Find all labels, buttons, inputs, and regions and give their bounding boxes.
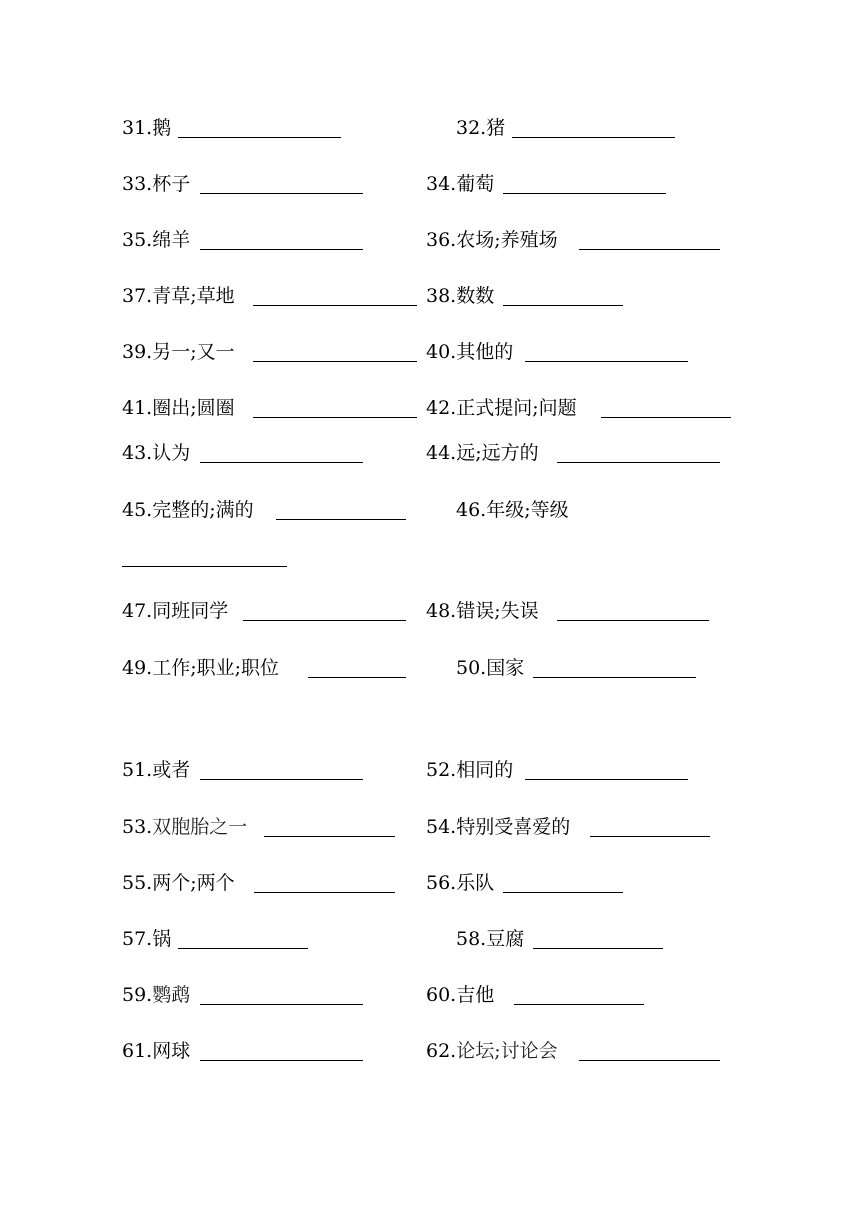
item-number: 33. xyxy=(122,173,153,195)
item-term: 锅 xyxy=(152,928,172,950)
item-number: 37. xyxy=(122,285,153,307)
item-37 xyxy=(122,284,235,308)
item-number: 38. xyxy=(426,285,457,307)
item-term: 相同的 xyxy=(456,759,514,781)
item-number: 56. xyxy=(426,872,457,894)
item-number: 60. xyxy=(426,984,457,1006)
item-34 xyxy=(426,172,494,196)
item-45 xyxy=(122,498,254,522)
item-number: 62. xyxy=(426,1040,457,1062)
item-term: 年级;等级 xyxy=(486,499,569,521)
item-term: 论坛;讨论会 xyxy=(456,1040,558,1062)
item-term: 国家 xyxy=(486,657,525,679)
item-38 xyxy=(426,284,494,308)
item-43 xyxy=(122,441,190,465)
answer-blank-35[interactable] xyxy=(200,249,363,250)
item-number: 44. xyxy=(426,442,457,464)
item-number: 41. xyxy=(122,397,153,419)
item-number: 50. xyxy=(456,657,487,679)
item-56 xyxy=(426,871,494,895)
answer-blank-38[interactable] xyxy=(503,305,623,306)
item-51 xyxy=(122,758,190,782)
answer-blank-31[interactable] xyxy=(178,137,341,138)
answer-blank-49[interactable] xyxy=(308,677,406,678)
item-number: 40. xyxy=(426,341,457,363)
item-47 xyxy=(122,599,228,623)
item-number: 58. xyxy=(456,928,487,950)
item-32 xyxy=(456,116,505,140)
item-number: 61. xyxy=(122,1040,153,1062)
answer-blank-41[interactable] xyxy=(253,417,417,418)
item-57 xyxy=(122,927,171,951)
item-55 xyxy=(122,871,235,895)
item-number: 48. xyxy=(426,600,457,622)
item-term: 豆腐 xyxy=(486,928,525,950)
item-term: 正式提问;问题 xyxy=(456,397,577,419)
item-term: 两个;两个 xyxy=(152,872,235,894)
answer-blank-40[interactable] xyxy=(525,361,688,362)
answer-blank-46[interactable] xyxy=(122,566,287,567)
item-31 xyxy=(122,116,171,140)
answer-blank-60[interactable] xyxy=(514,1004,644,1005)
answer-blank-57[interactable] xyxy=(178,948,308,949)
item-58 xyxy=(456,927,524,951)
item-number: 46. xyxy=(456,499,487,521)
answer-blank-56[interactable] xyxy=(503,892,623,893)
item-62 xyxy=(426,1039,558,1063)
answer-blank-37[interactable] xyxy=(253,305,417,306)
item-33 xyxy=(122,172,190,196)
answer-blank-44[interactable] xyxy=(557,462,720,463)
item-term: 葡萄 xyxy=(456,173,495,195)
item-49 xyxy=(122,656,279,680)
answer-blank-43[interactable] xyxy=(200,462,363,463)
answer-blank-51[interactable] xyxy=(200,779,363,780)
item-term: 其他的 xyxy=(456,341,514,363)
item-term: 完整的;满的 xyxy=(152,499,254,521)
answer-blank-52[interactable] xyxy=(525,779,688,780)
item-number: 59. xyxy=(122,984,153,1006)
item-term: 双胞胎之一 xyxy=(152,816,248,838)
item-term: 认为 xyxy=(152,442,191,464)
answer-blank-59[interactable] xyxy=(200,1004,363,1005)
item-term: 网球 xyxy=(152,1040,191,1062)
answer-blank-47[interactable] xyxy=(243,620,406,621)
item-term: 鹦鹉 xyxy=(152,984,191,1006)
item-number: 36. xyxy=(426,229,457,251)
item-term: 同班同学 xyxy=(152,600,229,622)
item-number: 49. xyxy=(122,657,153,679)
item-39 xyxy=(122,340,235,364)
item-number: 39. xyxy=(122,341,153,363)
item-35 xyxy=(122,228,190,252)
answer-blank-45[interactable] xyxy=(276,519,406,520)
answer-blank-36[interactable] xyxy=(579,249,720,250)
item-number: 45. xyxy=(122,499,153,521)
item-50 xyxy=(456,656,524,680)
item-term: 工作;职业;职位 xyxy=(152,657,280,679)
item-term: 青草;草地 xyxy=(152,285,235,307)
answer-blank-61[interactable] xyxy=(200,1060,363,1061)
item-number: 52. xyxy=(426,759,457,781)
answer-blank-32[interactable] xyxy=(512,137,675,138)
item-term: 农场;养殖场 xyxy=(456,229,558,251)
item-number: 57. xyxy=(122,928,153,950)
item-term: 另一;又一 xyxy=(152,341,235,363)
item-number: 42. xyxy=(426,397,457,419)
item-term: 吉他 xyxy=(456,984,495,1006)
item-number: 31. xyxy=(122,117,153,139)
item-term: 远;远方的 xyxy=(456,442,539,464)
item-46 xyxy=(456,498,569,522)
answer-blank-50[interactable] xyxy=(533,677,696,678)
item-number: 51. xyxy=(122,759,153,781)
answer-blank-33[interactable] xyxy=(200,193,363,194)
item-44 xyxy=(426,441,539,465)
item-term: 猪 xyxy=(486,117,506,139)
answer-blank-48[interactable] xyxy=(557,620,709,621)
item-number: 34. xyxy=(426,173,457,195)
item-term: 圈出;圆圈 xyxy=(152,397,235,419)
item-61 xyxy=(122,1039,190,1063)
item-54 xyxy=(426,815,570,839)
item-term: 乐队 xyxy=(456,872,495,894)
item-term: 鹅 xyxy=(152,117,172,139)
item-number: 55. xyxy=(122,872,153,894)
answer-blank-42[interactable] xyxy=(601,417,731,418)
item-term: 数数 xyxy=(456,285,495,307)
answer-blank-55[interactable] xyxy=(254,892,395,893)
item-60 xyxy=(426,983,494,1007)
item-term: 绵羊 xyxy=(152,229,191,251)
item-number: 54. xyxy=(426,816,457,838)
item-52 xyxy=(426,758,513,782)
item-term: 或者 xyxy=(152,759,191,781)
item-53 xyxy=(122,815,247,839)
item-term: 特别受喜爱的 xyxy=(456,816,571,838)
item-number: 47. xyxy=(122,600,153,622)
answer-blank-39[interactable] xyxy=(253,361,417,362)
item-term: 杯子 xyxy=(152,173,191,195)
item-number: 43. xyxy=(122,442,153,464)
answer-blank-53[interactable] xyxy=(264,836,395,837)
answer-blank-34[interactable] xyxy=(503,193,666,194)
item-41 xyxy=(122,396,235,420)
item-term: 错误;失误 xyxy=(456,600,539,622)
item-48 xyxy=(426,599,539,623)
item-59 xyxy=(122,983,190,1007)
item-number: 35. xyxy=(122,229,153,251)
item-number: 53. xyxy=(122,816,153,838)
answer-blank-58[interactable] xyxy=(533,948,663,949)
answer-blank-62[interactable] xyxy=(579,1060,720,1061)
answer-blank-54[interactable] xyxy=(590,836,710,837)
item-42 xyxy=(426,396,577,420)
item-36 xyxy=(426,228,558,252)
item-40 xyxy=(426,340,513,364)
item-number: 32. xyxy=(456,117,487,139)
